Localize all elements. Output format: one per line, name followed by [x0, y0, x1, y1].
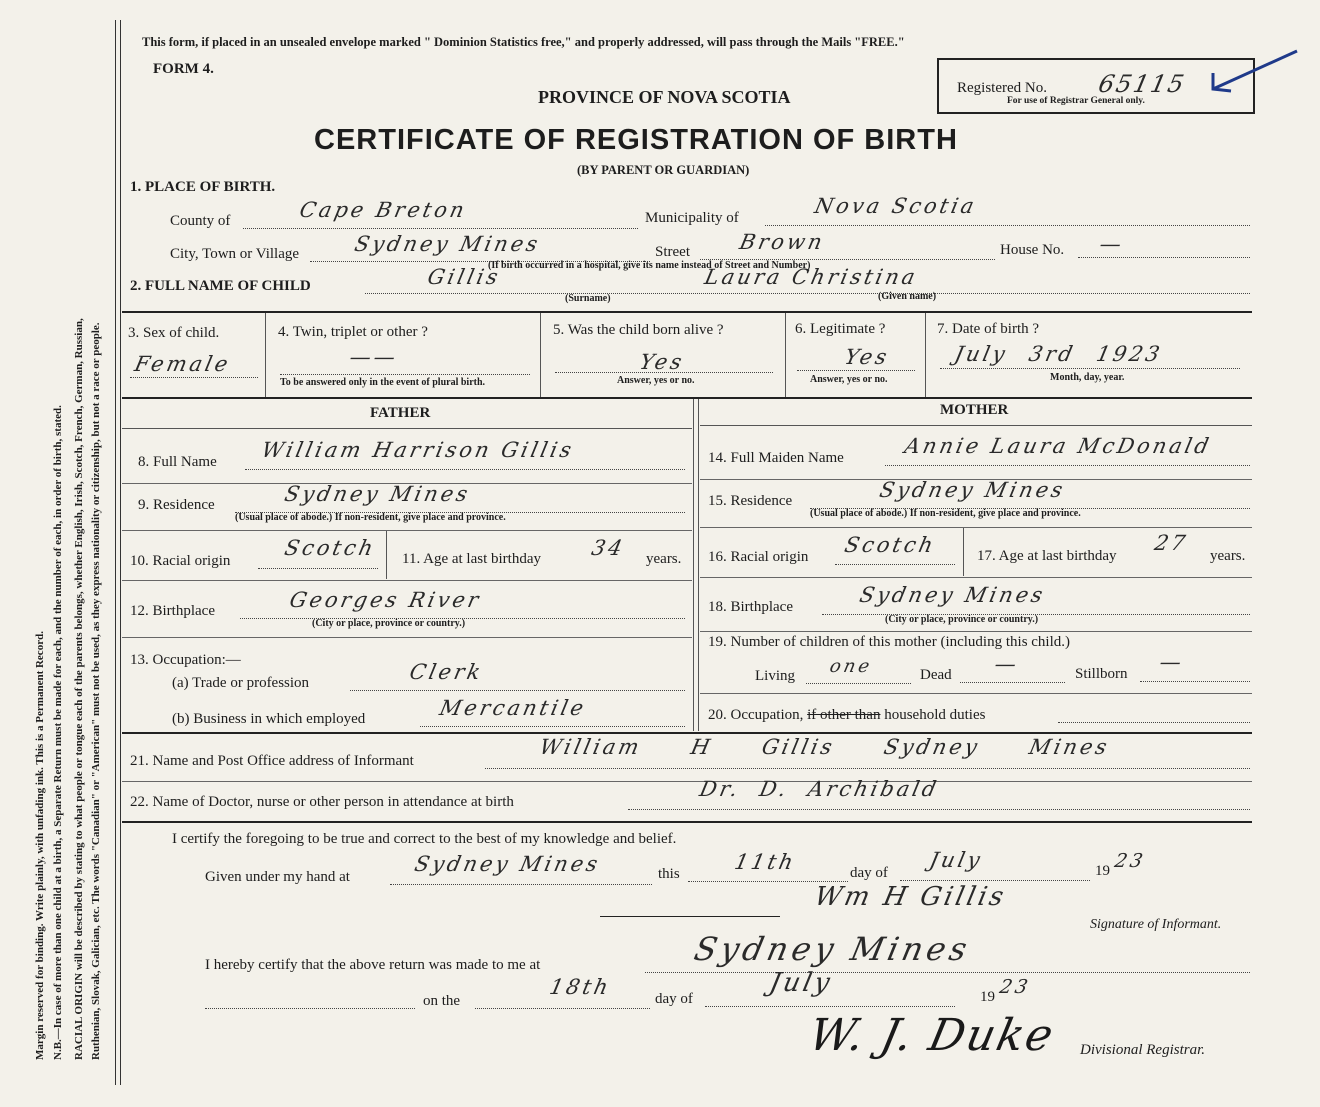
certification-dayof-label: day of — [850, 865, 888, 881]
father-name-value: William Harrison Gillis — [259, 438, 577, 462]
registrar-dayof-label: day of — [655, 991, 693, 1007]
mother-children-label: 19. Number of children of this mother (including this child.) — [708, 634, 1071, 650]
father-residence-value: Sydney Mines — [282, 482, 473, 506]
registrar-month: July — [766, 968, 836, 998]
house-value: — — [1097, 232, 1127, 256]
date-of-birth-note: Month, day, year. — [1050, 372, 1125, 383]
given-at-place: Sydney Mines — [412, 852, 603, 876]
certification-day: 11th — [732, 850, 799, 874]
registrar-on-label: on the — [423, 993, 461, 1009]
mother-name-label: 14. Full Maiden Name — [708, 450, 844, 466]
father-age-label: 11. Age at last birthday — [402, 551, 541, 567]
mother-age-label: 17. Age at last birthday — [977, 548, 1117, 564]
margin-note-racial-origin-2: Ruthenian, Slovak, Galician, etc. The words "Canadian" or "American" must not be used, as they express nationality or citizenship, but not a race or people. — [90, 322, 102, 1060]
street-value: Brown — [737, 230, 828, 254]
sex-value: Female — [132, 352, 233, 376]
surname-caption: (Surname) — [565, 293, 611, 304]
doctor-label: 22. Name of Doctor, nurse or other person in attendance at birth — [130, 794, 514, 810]
mother-residence-value: Sydney Mines — [877, 478, 1068, 502]
registrar-year-suffix: 23 — [997, 976, 1033, 998]
province-heading: PROVINCE OF NOVA SCOTIA — [538, 87, 791, 107]
mother-residence-note: (Usual place of abode.) If non-resident, give place and province. — [810, 508, 1081, 519]
twin-value: —— — [347, 345, 401, 369]
form-number: FORM 4. — [153, 61, 214, 77]
living-value: one — [827, 656, 875, 677]
certificate-subtitle: (BY PARENT OR GUARDIAN) — [577, 163, 750, 177]
given-at-label: Given under my hand at — [205, 869, 350, 885]
municipality-label: Municipality of — [645, 210, 739, 226]
twin-label: 4. Twin, triplet or other ? — [278, 324, 428, 340]
certification-month: July — [927, 848, 986, 872]
legitimate-label: 6. Legitimate ? — [795, 321, 886, 337]
born-alive-label: 5. Was the child born alive ? — [553, 322, 724, 338]
date-of-birth-label: 7. Date of birth ? — [937, 321, 1040, 337]
margin-note-racial-origin-1: RACIAL ORIGIN will be described by stating to what people or tongue each of the parents belongs, whether English, Irish, Scotch, French, German, Russian, — [73, 318, 85, 1060]
dead-label: Dead — [920, 667, 952, 683]
place-of-birth-label: 1. PLACE OF BIRTH. — [130, 179, 276, 195]
city-label: City, Town or Village — [170, 246, 300, 262]
mother-racial-label: 16. Racial origin — [708, 549, 809, 565]
mother-birthplace-value: Sydney Mines — [857, 583, 1048, 607]
mother-heading: MOTHER — [940, 402, 1009, 418]
father-business-label: (b) Business in which employed — [172, 711, 366, 727]
hospital-note: (If birth occurred in a hospital, give its name instead of Street and Number) — [488, 260, 811, 271]
date-of-birth-value: July 3rd 1923 — [952, 342, 1165, 366]
mother-years-label: years. — [1210, 548, 1246, 564]
born-alive-value: Yes — [637, 350, 687, 374]
margin-note-multiple-births: N.B.—In case of more than one child at a birth, a Separate Return must be made for each, and the number of each, in order of birth, stated. — [52, 405, 64, 1060]
legitimate-value: Yes — [842, 345, 892, 369]
margin-rule-inner — [120, 20, 121, 1085]
mother-name-value: Annie Laura McDonald — [902, 434, 1214, 458]
born-alive-note: Answer, yes or no. — [617, 375, 695, 386]
informant-signature-caption: Signature of Informant. — [1090, 917, 1222, 932]
postal-note: This form, if placed in an unsealed envelope marked " Dominion Statistics free," and properly addressed, will pass through the Mails "FREE." — [142, 35, 905, 49]
registrar-day: 18th — [547, 975, 614, 999]
mother-racial-value: Scotch — [842, 533, 939, 557]
father-business-value: Mercantile — [437, 696, 589, 720]
mother-birthplace-note: (City or place, province or country.) — [885, 614, 1039, 625]
sex-label: 3. Sex of child. — [128, 325, 220, 341]
mother-occupation-label-pre: 20. Occupation, — [708, 707, 804, 723]
child-given-name: Laura Christina — [702, 265, 921, 289]
father-age-value: 34 — [589, 536, 628, 560]
mother-age-value: 27 — [1152, 531, 1191, 555]
father-residence-note: (Usual place of abode.) If non-resident, give place and province. — [235, 512, 506, 523]
mother-occupation-label-post: household duties — [884, 707, 986, 723]
municipality-value: Nova Scotia — [812, 194, 980, 218]
registered-number: 65115 — [1096, 70, 1189, 98]
certification-year-suffix: 23 — [1112, 850, 1148, 872]
certification-year-prefix: 19 — [1095, 863, 1110, 879]
living-label: Living — [755, 668, 795, 684]
child-surname: Gillis — [425, 265, 503, 289]
father-racial-value: Scotch — [282, 536, 379, 560]
informant-label: 21. Name and Post Office address of Informant — [130, 753, 414, 769]
father-trade-label: (a) Trade or profession — [172, 675, 310, 691]
margin-rule — [115, 20, 116, 1085]
house-label: House No. — [1000, 242, 1065, 258]
street-label: Street — [655, 244, 690, 260]
this-label: this — [658, 866, 680, 882]
county-label: County of — [170, 213, 231, 229]
mother-occupation-label — [708, 707, 985, 724]
father-occupation-label: 13. Occupation:— — [130, 652, 241, 668]
registrar-year-prefix: 19 — [980, 989, 995, 1005]
father-trade-value: Clerk — [407, 660, 486, 684]
margin-note-binding: Margin reserved for binding. Write plainly, with unfading ink. This is a Permanent Record. — [34, 631, 46, 1060]
stillborn-label: Stillborn — [1075, 666, 1128, 682]
father-heading: FATHER — [370, 405, 431, 421]
father-years-label: years. — [646, 551, 682, 567]
twin-note: To be answered only in the event of plural birth. — [280, 377, 486, 388]
stillborn-value: — — [1157, 650, 1187, 674]
certification-statement: I certify the foregoing to be true and correct to the best of my knowledge and belief. — [172, 831, 677, 847]
informant-value: William H Gillis Sydney Mines — [537, 735, 1112, 759]
child-name-label: 2. FULL NAME OF CHILD — [130, 278, 311, 294]
father-birthplace-value: Georges River — [287, 588, 484, 612]
father-name-label: 8. Full Name — [138, 454, 217, 470]
registrar-place: Sydney Mines — [690, 930, 975, 968]
arrow-mark — [1205, 45, 1305, 100]
legitimate-note: Answer, yes or no. — [810, 374, 888, 385]
city-value: Sydney Mines — [352, 232, 543, 256]
certificate-title: CERTIFICATE OF REGISTRATION OF BIRTH — [314, 124, 958, 156]
father-racial-label: 10. Racial origin — [130, 553, 231, 569]
mother-occupation-label-strike: if other than — [807, 707, 881, 723]
father-birthplace-note: (City or place, province or country.) — [312, 618, 466, 629]
mother-residence-label: 15. Residence — [708, 493, 793, 509]
registrar-caption: Divisional Registrar. — [1080, 1042, 1206, 1058]
registrar-statement: I hereby certify that the above return was made to me at — [205, 957, 541, 973]
registrar-signature: W. J. Duke — [804, 1010, 1060, 1061]
dead-value: — — [992, 652, 1022, 676]
county-value: Cape Breton — [297, 198, 470, 222]
mother-birthplace-label: 18. Birthplace — [708, 599, 793, 615]
registered-label: Registered No. — [957, 80, 1047, 96]
informant-signature: Wm H Gillis — [811, 882, 1010, 912]
given-name-caption: (Given name) — [878, 291, 937, 302]
father-birthplace-label: 12. Birthplace — [130, 603, 215, 619]
father-residence-label: 9. Residence — [138, 497, 215, 513]
doctor-value: Dr. D. Archibald — [697, 777, 942, 801]
registrar-use-note: For use of Registrar General only. — [1007, 96, 1145, 106]
